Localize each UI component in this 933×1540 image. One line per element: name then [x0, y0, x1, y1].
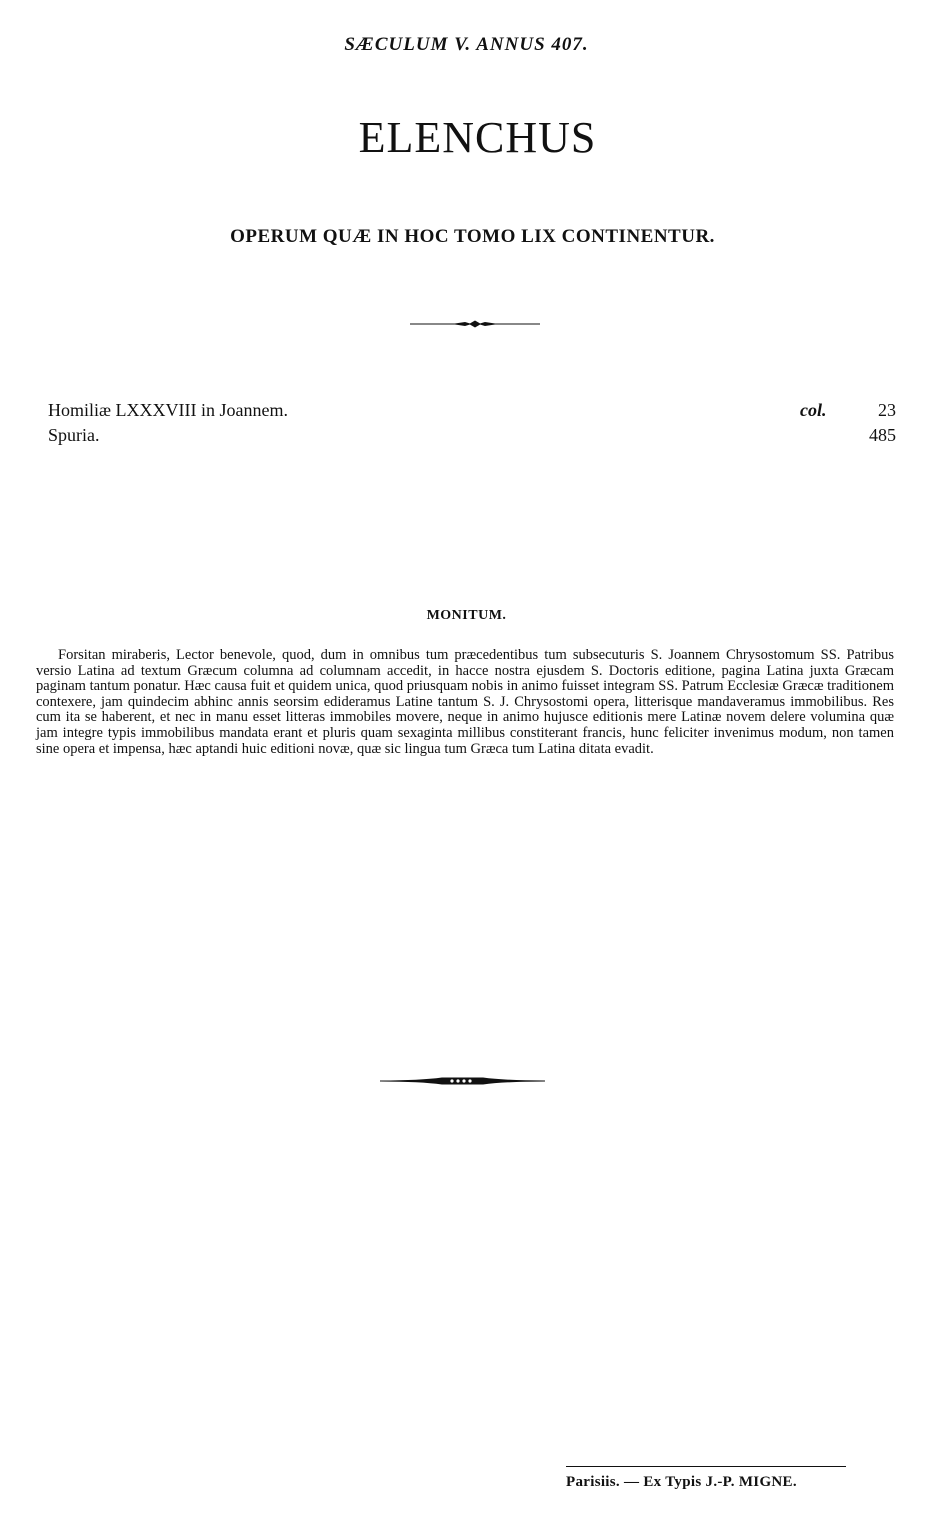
monitum-paragraph: Forsitan miraberis, Lector benevole, quod, dum in omnibus tum præcedentibus tum subsecuturis S. Joannem Chrysostomum SS. Patribus versio Latina ad textum Græcum columna ad columnam accedit, in hacce nostra ejusdem S. Doctoris editione, pagina Latina juxta Græcam paginam tantum ponatur. Hæc causa fuit et quidem unica, quod priusquam nobis in animo fuisset integram SS. Patrum Ecclesiæ Græcæ traditionem contexere, jam quindecim abhinc annis seorsim edideramus Latine tantum S. J. Chrysostomi opera, litterisque mandaveramus immobilibus. Res cum ita se haberent, et nec in manu esset litteras immobiles movere, neque in animo hujusce editionis mere Latinæ novem delere volumina quæ jam integre typis immobilibus mandata erant et pluris quam sexaginta millibus constiterant francis, hunc feliciter invenimus modum, non tamen sine opera et impensa, hæc aptandi huic editioni novæ, quæ sic lingua tum Græca tum Latina ditata evadit. [36, 647, 894, 757]
page-subtitle: OPERUM QUÆ IN HOC TOMO LIX CONTINENTUR. [230, 226, 715, 247]
contents-col-label: col. [800, 400, 827, 420]
monitum-heading: MONITUM. [426, 608, 507, 623]
contents-entry [48, 423, 896, 448]
contents-entry-number: 23 [878, 400, 896, 420]
printer-imprint: Parisiis. — Ex Typis J.-P. MIGNE. [566, 1474, 797, 1490]
imprint-rule [566, 1466, 846, 1467]
bottom-ornament-rule [380, 1074, 545, 1088]
top-ornament-rule [410, 318, 540, 330]
page-title: ELENCHUS [358, 113, 597, 162]
table-of-contents [48, 398, 896, 448]
contents-entry-title: Homiliæ LXXXVIII in Joannem. [48, 400, 288, 420]
contents-entry [48, 398, 896, 423]
contents-entry-title: Spuria. [48, 425, 100, 445]
running-head: SÆCULUM V. ANNUS 407. [344, 34, 589, 55]
contents-entry-number: 485 [869, 425, 896, 445]
